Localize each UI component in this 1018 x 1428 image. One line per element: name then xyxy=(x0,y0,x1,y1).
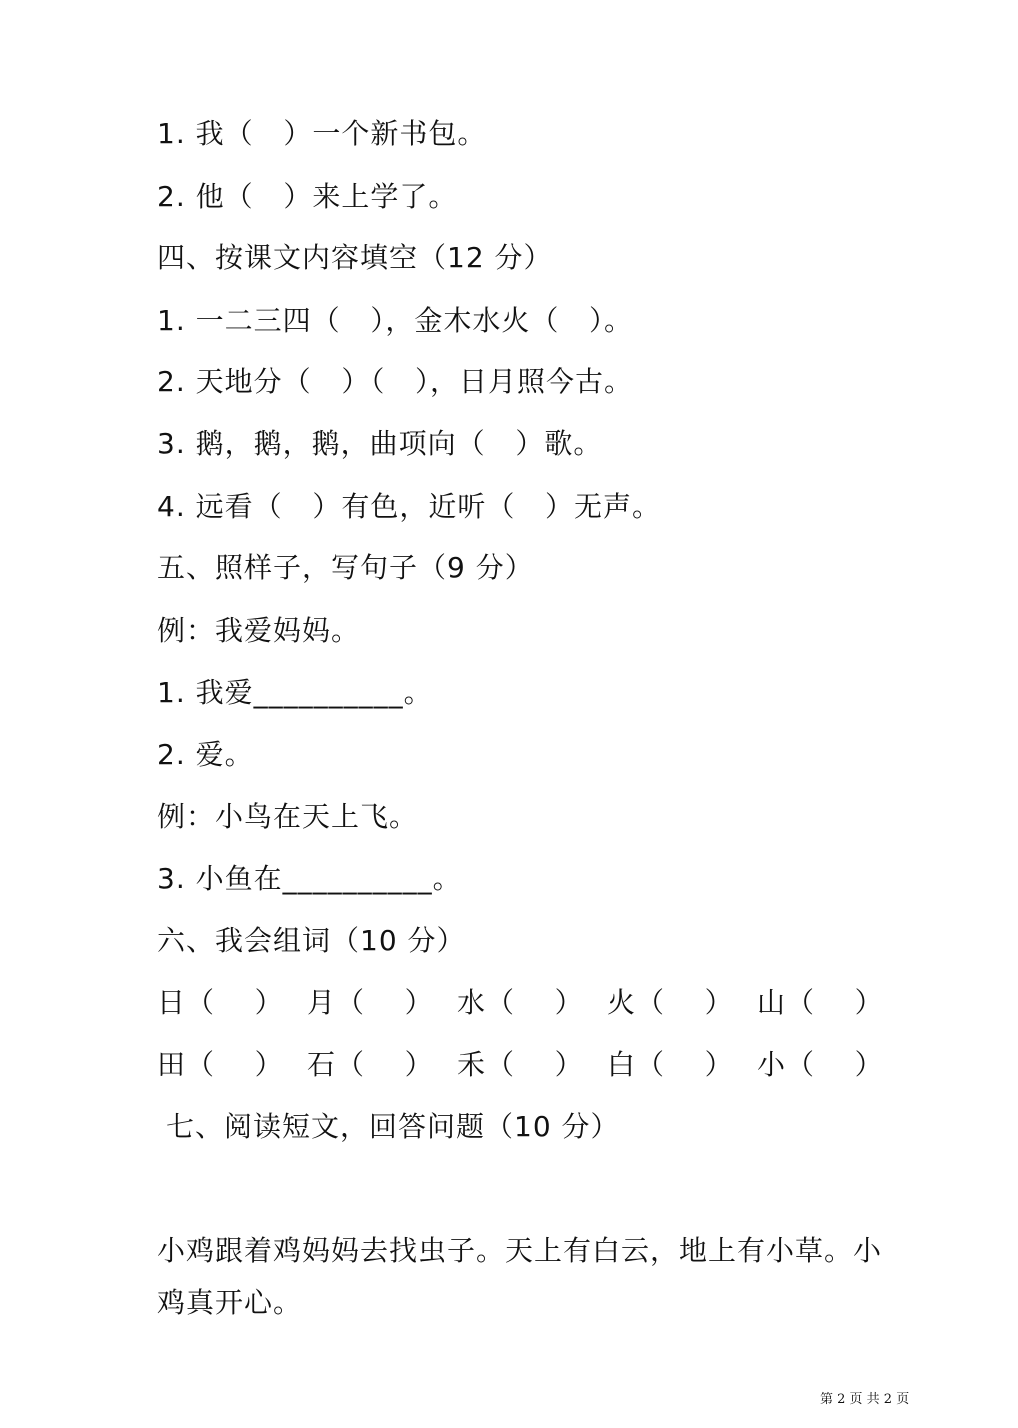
word-cell: 禾（ ） xyxy=(457,1048,584,1081)
q5-item-1: 1. 我爱__________。 xyxy=(157,676,433,709)
word-cell: 水（ ） xyxy=(457,986,584,1019)
word-cell: 山（ ） xyxy=(757,986,884,1019)
q5-example-1: 例：我爱妈妈。 xyxy=(157,614,361,647)
q3-item-1: 1. 我（ ）一个新书包。 xyxy=(157,117,487,150)
q3-item-2: 2. 他（ ）来上学了。 xyxy=(157,180,458,213)
q5-example-2: 例：小鸟在天上飞。 xyxy=(157,800,419,833)
word-cell: 白（ ） xyxy=(607,1048,734,1081)
q4-item-4: 4. 远看（ ）有色，近听（ ）无声。 xyxy=(157,490,662,523)
word-cell: 小（ ） xyxy=(757,1048,884,1081)
word-cell: 石（ ） xyxy=(307,1048,434,1081)
page-footer: 第 2 页 共 2 页 xyxy=(820,1392,910,1407)
word-cell: 田（ ） xyxy=(157,1048,284,1081)
word-grid-row-1 xyxy=(157,983,897,1023)
q4-item-3: 3. 鹅，鹅，鹅，曲项向（ ）歌。 xyxy=(157,427,603,460)
q5-item-3: 3. 小鱼在__________。 xyxy=(157,862,462,895)
section-4-title: 四、按课文内容填空（12 分） xyxy=(157,241,553,274)
q4-item-1: 1. 一二三四（ ），金木水火（ ）。 xyxy=(157,304,634,337)
section-6-title: 六、我会组词（10 分） xyxy=(157,924,466,957)
section-7-title: 七、阅读短文，回答问题（10 分） xyxy=(166,1110,620,1143)
word-grid-row-2 xyxy=(157,1045,897,1085)
reading-passage-line-1: 小鸡跟着鸡妈妈去找虫子。天上有白云，地上有小草。小 xyxy=(157,1234,883,1267)
section-5-title: 五、照样子，写句子（9 分） xyxy=(157,551,534,584)
reading-passage-line-2: 鸡真开心。 xyxy=(157,1286,303,1319)
q4-item-2: 2. 天地分（ ）（ ），日月照今古。 xyxy=(157,365,634,398)
word-cell: 月（ ） xyxy=(307,986,434,1019)
word-cell: 火（ ） xyxy=(607,986,734,1019)
q5-item-2: 2. 爱。 xyxy=(157,738,254,771)
word-cell: 日（ ） xyxy=(157,986,284,1019)
